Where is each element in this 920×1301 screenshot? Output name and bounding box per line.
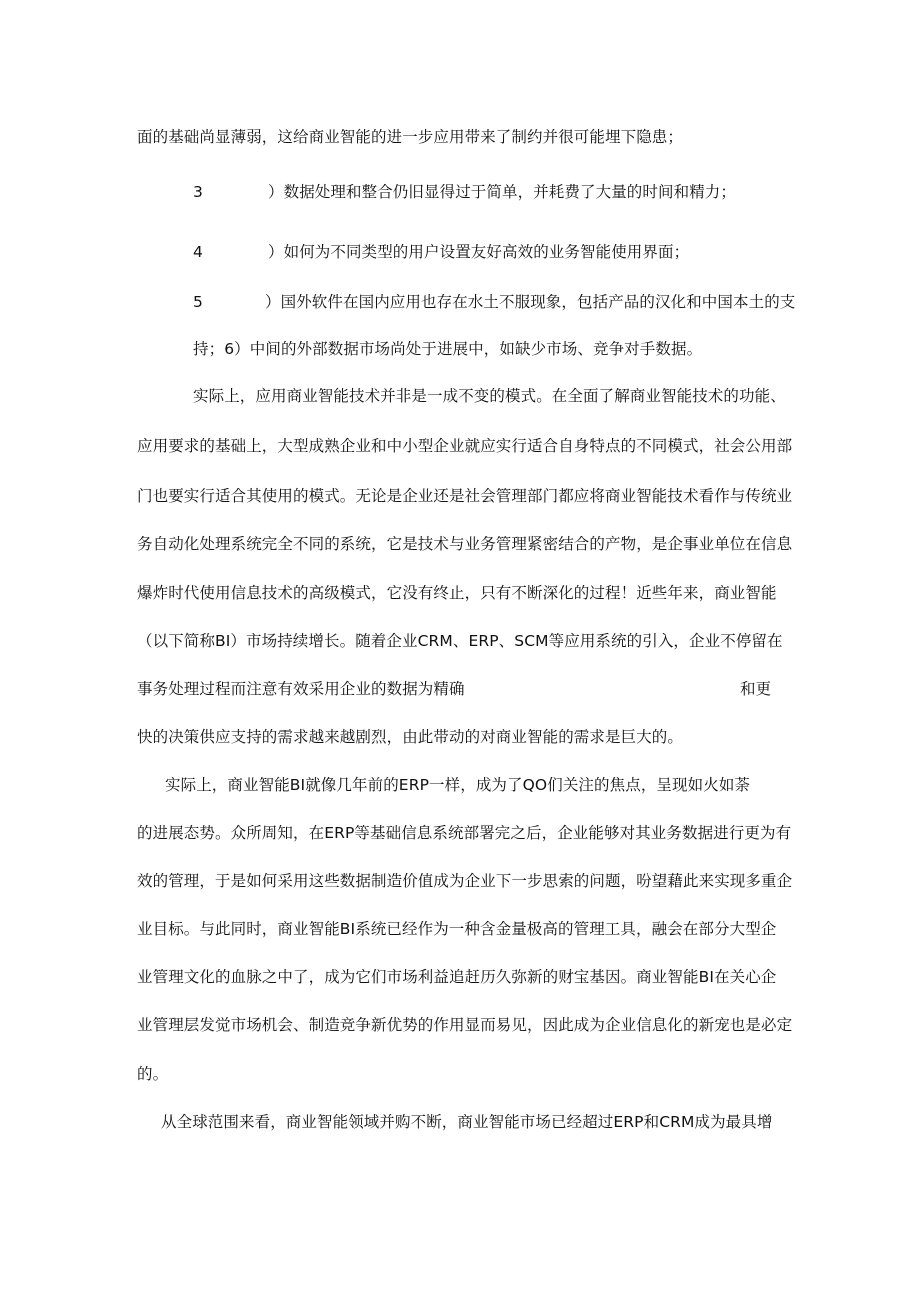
paragraph-3: 从全球范围来看，商业智能领域并购不断，商业智能市场已经超过ERP和CRM成为最具增	[161, 1113, 773, 1131]
paragraph-line: 实际上，应用商业智能技术并非是一成不变的模式。在全面了解商业智能技术的功能、	[193, 387, 786, 405]
list-number: 3	[193, 183, 203, 201]
paragraph-line: 业管理层发觉市场机会、制造竞争新优势的作用显而易见，因此成为企业信息化的新宠也是必定	[137, 1016, 793, 1034]
intro-line: 面的基础尚显薄弱，这给商业智能的进一步应用带来了制约并很可能埋下隐患；	[137, 128, 684, 146]
paragraph-line: 效的管理，于是如何采用这些数据制造价值成为企业下一步思索的问题，吩望藉此来实现多重企	[137, 872, 793, 890]
paragraph-line-left: 事务处理过程而注意有效采用企业的数据为精确	[137, 680, 465, 698]
paragraph-line: 务自动化处理系统完全不同的系统，它是技术与业务管理紧密结合的产物，是企事业单位在信息	[137, 535, 793, 553]
paragraph-line: 业管理文化的血脉之中了，成为它们市场利益追赶历久弥新的财宝基因。商业智能BI在关心企	[137, 968, 777, 986]
paragraph-line: 应用要求的基础上，大型成熟企业和中小型企业就应实行适合自身特点的不同模式，社会公用部	[137, 437, 793, 455]
paragraph-line: 门也要实行适合其使用的模式。无论是企业还是社会管理部门都应将商业智能技术看作与传统业	[137, 487, 793, 505]
list-text: ）国外软件在国内应用也存在水土不服现象，包括产品的汉化和中国本土的支	[265, 293, 796, 311]
list-number: 5	[193, 293, 203, 311]
paragraph-line: 爆炸时代使用信息技术的高级模式，它没有终止，只有不断深化的过程！近些年来，商业智能	[137, 584, 777, 602]
paragraph-line: 实际上，商业智能BI就像几年前的ERP一样，成为了QO们关注的焦点，呈现如火如荼	[165, 776, 751, 794]
list-number: 4	[193, 243, 203, 261]
list-continuation: 持；6）中间的外部数据市场尚处于进展中，如缺少市场、竞争对手数据。	[193, 340, 703, 358]
paragraph-line-right: 和更	[740, 680, 772, 698]
paragraph-line: 的。	[137, 1065, 169, 1083]
list-text: ）如何为不同类型的用户设置友好高效的业务智能使用界面；	[268, 243, 690, 261]
paragraph-line: 快的决策供应支持的需求越来越剧烈，由此带动的对商业智能的需求是巨大的。	[137, 728, 684, 746]
paragraph-line: （以下简称BI）市场持续增长。随着企业CRM、ERP、SCM等应用系统的引入，企业不停留在	[137, 632, 783, 650]
paragraph-line: 的进展态势。众所周知，在ERP等基础信息系统部署完之后，企业能够对其业务数据进行更为有	[137, 824, 792, 842]
list-text: ）数据处理和整合仍旧显得过于简单，并耗费了大量的时间和精力；	[268, 183, 737, 201]
paragraph-line: 业目标。与此同时，商业智能BI系统已经作为一种含金量极高的管理工具，融会在部分大型企	[137, 920, 777, 938]
